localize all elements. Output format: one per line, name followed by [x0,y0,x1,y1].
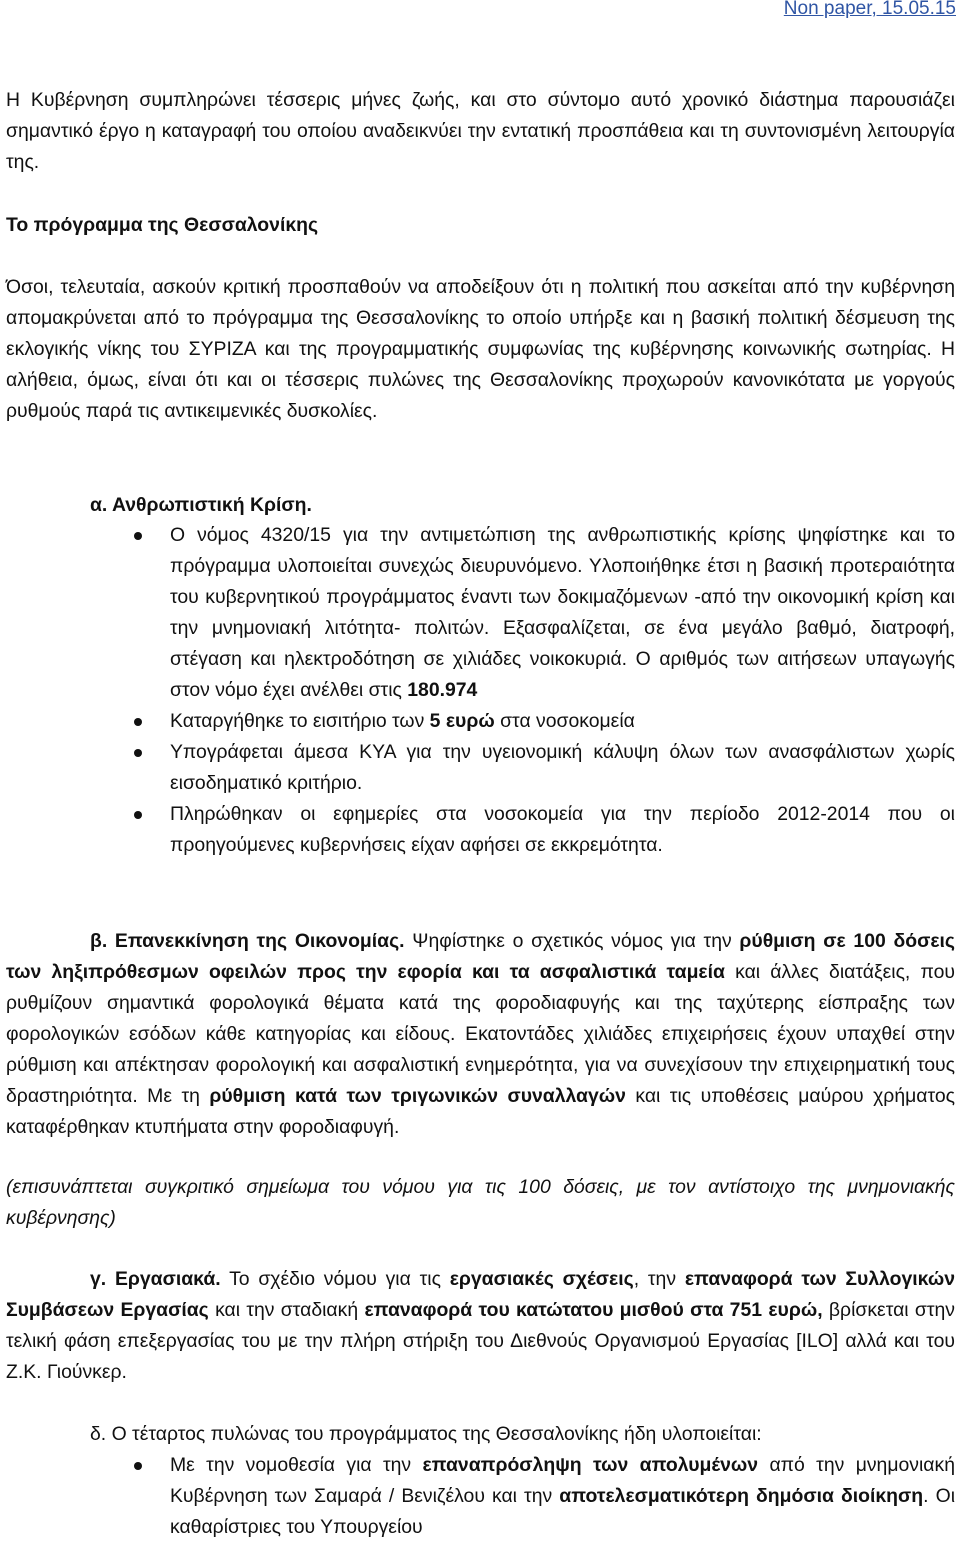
section-b-bold: ρύθμιση σε 100 δόσεις των ληξιπρόθεσμων οφειλών προς την εφορία και τα ασφαλιστικά ταμεία [6,930,956,983]
section-c-paragraph [6,1264,955,1388]
applications-count: 180.974 [407,679,478,701]
section-title: Το πρόγραμμα της Θεσσαλονίκης [6,214,319,236]
section-c-bold: επαναφορά του κατώτατου μισθού στα 751 ευρώ, [364,1299,823,1321]
bullet-text: από την μνημονιακή Κυβέρνηση των Σαμαρά / Βενιζέλου και την [170,1454,955,1507]
section-b-title: β. Επανεκκίνηση της Οικονομίας. [90,930,405,952]
bullet-bold: αποτελεσματικότερη δημόσια διοίκηση [559,1485,924,1507]
section-b-note: (επισυνάπτεται συγκριτικό σημείωμα του νόμου για τις 100 δόσεις, με τον αντίστοιχο της μνημονιακής κυβέρνησης) [6,1176,955,1229]
section-c-bold: εργασιακές σχέσεις [449,1268,634,1290]
bullet-text: Ο νόμος 4320/15 για την αντιμετώπιση της ανθρωπιστικής κρίσης ψηφίστηκε και το πρόγραμμα υλοποιείται συνεχώς διευρυνόμενο. Υλοποιήθηκε έτσι η βασική προτεραιότητα του κυβερνητικού προγράμματος έναντι των δοκιμαζόμενων -από την οικονομική κρίση και την μνημονιακή λιτότητα- πολιτών. Εξασφαλίζεται, σε ένα μεγάλο βαθμό, διατροφή, στέγαση και ηλεκτροδότηση σε χιλιάδες νοικοκυριά. Ο αριθμός των αιτήσεων υπαγωγής στον νόμο έχει ανέλθει στις [170,524,955,701]
section-c-text: βρίσκεται στην τελική φάση επεξεργασίας του με την πλήρη στήριξη του Διεθνούς Οργανισμού Εργασίας [ILO] αλλά και του Ζ.Κ. Γιούνκερ. [6,1299,955,1383]
bullet-text: Πληρώθηκαν οι εφημερίες στα νοσοκομεία για την περίοδο 2012-2014 που οι προηγούμενες κυβερνήσεις είχαν αφήσει σε εκκρεμότητα. [170,803,955,856]
section-a-list [170,520,955,861]
section-c-title: γ. Εργασιακά. [90,1268,221,1290]
list-item [170,1450,955,1543]
list-item [170,799,955,861]
bullet-bold: επαναπρόσληψη των απολυμένων [422,1454,759,1476]
section-b-text: και τις υποθέσεις μαύρου χρήματος καταφέρθηκαν κτυπήματα στην φοροδιαφυγή. [6,1085,955,1138]
section-a-title: α. Ανθρωπιστική Κρίση. [90,494,312,516]
bullet-text: Υπογράφεται άμεσα ΚΥΑ για την υγειονομική κάλυψη όλων των ανασφάλιστων χωρίς εισοδηματικό κριτήριο. [170,741,955,794]
header-text: Non paper, 15.05.15 [783,0,956,19]
page-header [784,0,956,22]
bullet-text: στα νοσοκομεία [494,710,635,732]
intro-paragraph: Η Κυβέρνηση συμπληρώνει τέσσερις μήνες ζωής, και στο σύντομο αυτό χρονικό διάστημα παρουσιάζει σημαντικό έργο η καταγραφή του οποίου αναδεικνύει την εντατική προσπάθεια και τη συντονισμένη λειτουργία της. [6,89,955,173]
bullet-text: . Οι καθαρίστριες του Υπουργείου [170,1485,956,1538]
section-b-paragraph [6,926,955,1143]
section-c-bold: επαναφορά των Συλλογικών Συμβάσεων Εργασίας [6,1268,956,1321]
section-c-text: Το σχέδιο νόμου για τις [220,1268,450,1290]
thessaloniki-paragraph: Όσοι, τελευταία, ασκούν κριτική προσπαθούν να αποδείξουν ότι η πολιτική που ασκείται από την κυβέρνηση απομακρύνεται από το πρόγραμμα της Θεσσαλονίκης το οποίο υπήρξε και η βασική πολιτική δέσμευση της εκλογικής νίκης του ΣΥΡΙΖΑ και της προγραμματικής συμφωνίας της κυβέρνησης κοινωνικής σωτηρίας. Η αλήθεια, όμως, είναι ότι και οι τέσσερις πυλώνες της Θεσσαλονίκης προχωρούν κανονικότατα με γοργούς ρυθμούς παρά τις αντικειμενικές δυσκολίες. [6,276,955,422]
section-b-text: και άλλες διατάξεις, που ρυθμίζουν σημαντικά φορολογικά θέματα κατά της φοροδιαφυγής και της ταχύτερης είσπραξης των φορολογικών εσόδων κάθε κατηγορίας και είδους. Εκατοντάδες χιλιάδες επιχειρήσεις έχουν υπαχθεί στην ρύθμιση και απέκτησαν φορολογική και ασφαλιστική ενημερότητα, για να συνεχίσουν την επιχειρηματική τους δραστηριότητα. Με τη [6,961,955,1107]
list-item [170,737,955,799]
bullet-text: Καταργήθηκε το εισιτήριο των [170,710,430,732]
section-d-title: δ. Ο τέταρτος πυλώνας του προγράμματος της Θεσσαλονίκης ήδη υλοποιείται: [90,1423,762,1445]
bullet-bold: 5 ευρώ [429,710,495,732]
section-c-text: και την σταδιακή [208,1299,365,1321]
bullet-text: Με την νομοθεσία για την [170,1454,423,1476]
section-b-bold: ρύθμιση κατά των τριγωνικών συναλλαγών [209,1085,626,1107]
section-c-text: , την [633,1268,685,1290]
section-b-text: Ψηφίστηκε ο σχετικός νόμος για την [404,930,740,952]
list-item [170,706,955,737]
list-item [170,520,955,706]
section-d-list [170,1450,955,1543]
